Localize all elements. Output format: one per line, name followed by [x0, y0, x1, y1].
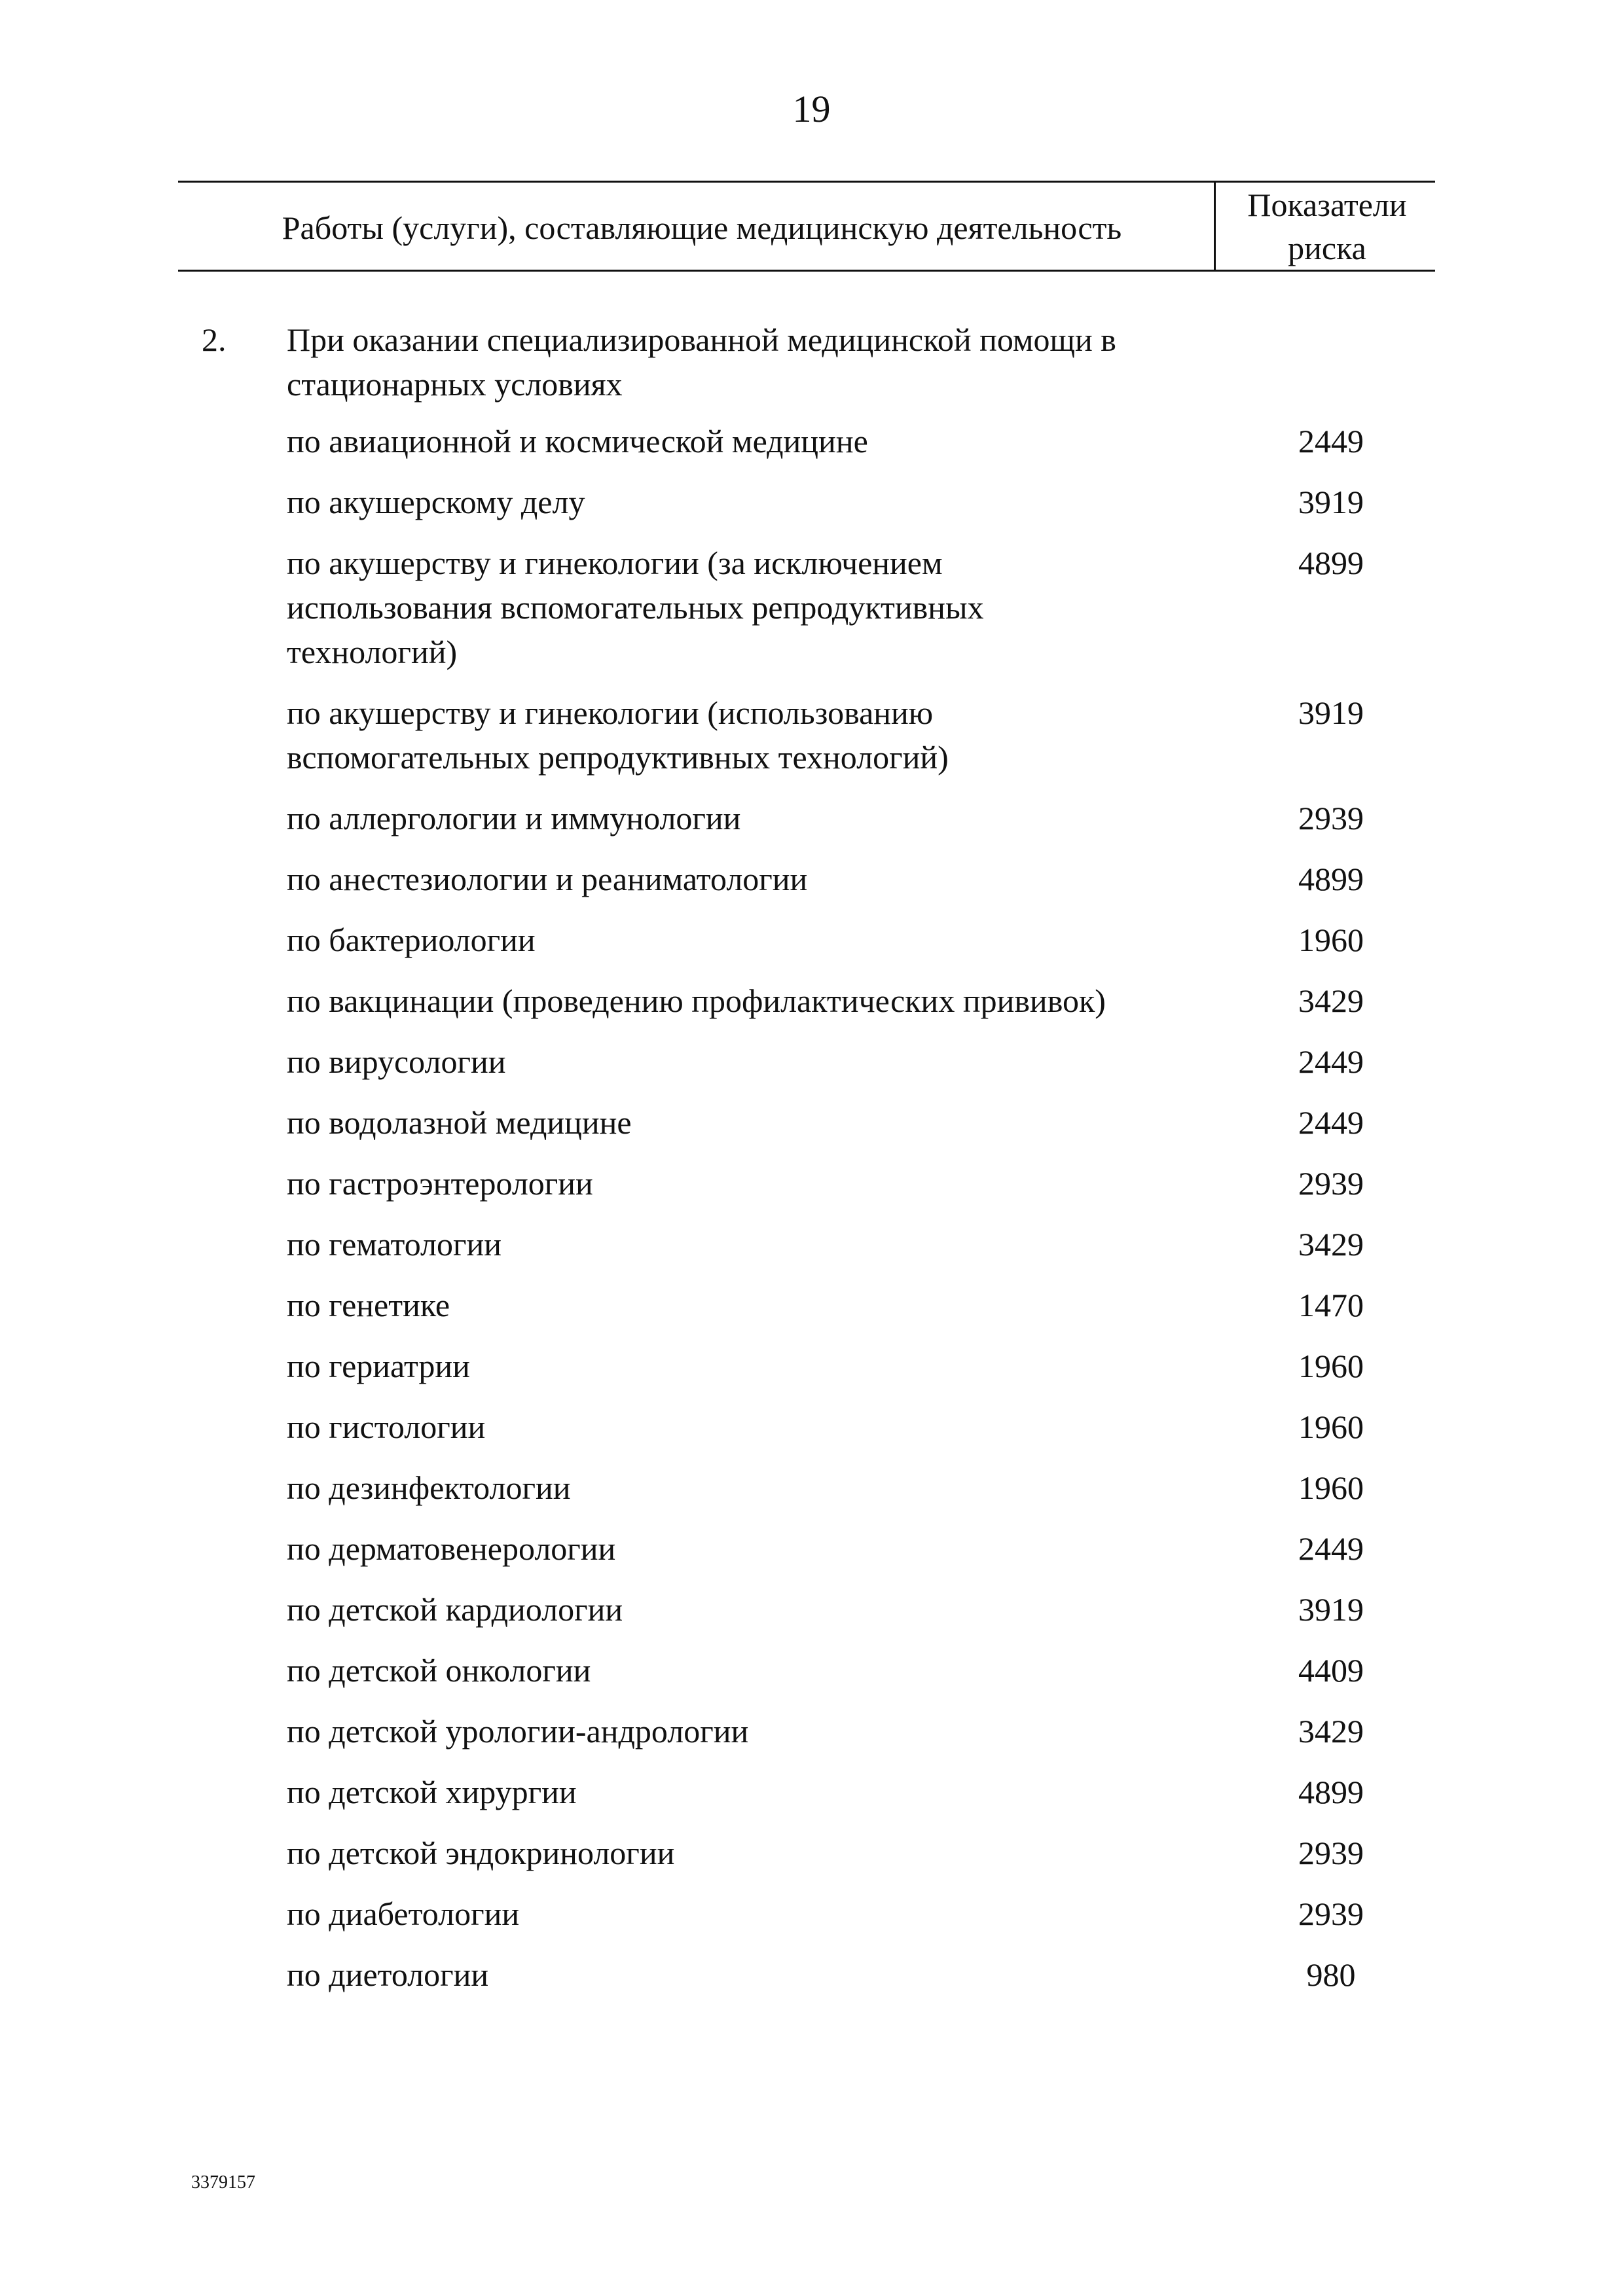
table-row — [287, 1831, 1413, 1875]
header-column-divider — [1214, 181, 1216, 272]
table-row — [287, 1283, 1413, 1327]
row-label: по водолазной медицине — [287, 1104, 632, 1141]
table-row — [287, 1222, 1413, 1266]
row-label: по бактериологии — [287, 922, 536, 958]
row-label: по детской эндокринологии — [287, 1835, 675, 1871]
table-row — [287, 1892, 1413, 1936]
section-number: 2. — [202, 321, 227, 358]
row-risk-value: 2939 — [1298, 800, 1364, 836]
row-label: по дезинфектологии — [287, 1469, 571, 1506]
risk-table-body — [287, 419, 1413, 2013]
row-label: по акушерскому делу — [287, 484, 585, 520]
row-label: по анестезиологии и реаниматологии — [287, 861, 808, 897]
row-risk-value: 1470 — [1298, 1287, 1364, 1323]
row-risk-value: 2449 — [1298, 1104, 1364, 1141]
row-risk-value: 4899 — [1298, 545, 1364, 581]
row-risk-value: 3429 — [1298, 1713, 1364, 1749]
row-risk-value: 2449 — [1298, 423, 1364, 459]
document-code: 3379157 — [191, 2172, 255, 2193]
row-label: по генетике — [287, 1287, 450, 1323]
table-row — [287, 857, 1413, 901]
page-number: 19 — [792, 88, 831, 130]
row-label: по гастроэнтерологии — [287, 1165, 593, 1202]
table-row — [287, 541, 1413, 674]
row-label: по детской кардиологии — [287, 1591, 623, 1628]
header-risk-column: Показатели риска — [1247, 187, 1407, 266]
table-row — [287, 1526, 1413, 1571]
row-label: по детской хирургии — [287, 1774, 577, 1810]
row-label: по вакцинации (проведению профилактических прививок) — [287, 982, 1106, 1019]
row-label: по детской урологии-андрологии — [287, 1713, 749, 1749]
row-risk-value: 3919 — [1298, 484, 1364, 520]
row-risk-value: 1960 — [1298, 922, 1364, 958]
row-risk-value: 3429 — [1298, 1226, 1364, 1263]
row-risk-value: 980 — [1306, 1956, 1356, 1993]
row-risk-value: 2449 — [1298, 1043, 1364, 1080]
header-works-column: Работы (услуги), составляющие медицинскую деятельность — [282, 209, 1122, 246]
row-risk-value: 2939 — [1298, 1165, 1364, 1202]
table-row — [287, 480, 1413, 524]
header-bottom-rule — [178, 270, 1435, 272]
table-row — [287, 1952, 1413, 1997]
row-label: по гериатрии — [287, 1348, 470, 1384]
table-row — [287, 918, 1413, 962]
table-header — [178, 181, 1435, 274]
row-risk-value: 3919 — [1298, 1591, 1364, 1628]
table-row — [287, 978, 1413, 1023]
table-row — [287, 1709, 1413, 1753]
table-row — [287, 1648, 1413, 1693]
row-label: по дерматовенерологии — [287, 1530, 616, 1567]
row-risk-value: 3919 — [1298, 694, 1364, 731]
table-row — [287, 419, 1413, 463]
row-risk-value: 4409 — [1298, 1652, 1364, 1689]
row-risk-value: 2449 — [1298, 1530, 1364, 1567]
row-risk-value: 1960 — [1298, 1469, 1364, 1506]
row-risk-value: 3429 — [1298, 982, 1364, 1019]
table-row — [287, 1405, 1413, 1449]
row-label: по аллергологии и иммунологии — [287, 800, 741, 836]
table-row — [287, 796, 1413, 840]
row-label: по диабетологии — [287, 1895, 520, 1932]
row-label: по диетологии — [287, 1956, 489, 1993]
row-label: по гематологии — [287, 1226, 502, 1263]
row-risk-value: 1960 — [1298, 1348, 1364, 1384]
table-row — [287, 1161, 1413, 1206]
row-label: по акушерству и гинекологии (за исключением использования вспомогательных репродуктивных технологий) — [287, 545, 984, 670]
row-label: по вирусологии — [287, 1043, 506, 1080]
table-row — [287, 1039, 1413, 1084]
table-row — [287, 1587, 1413, 1632]
row-label: по детской онкологии — [287, 1652, 591, 1689]
row-risk-value: 4899 — [1298, 1774, 1364, 1810]
header-top-rule — [178, 181, 1435, 183]
row-label: по акушерству и гинекологии (использованию вспомогательных репродуктивных технологий) — [287, 694, 949, 776]
row-risk-value: 4899 — [1298, 861, 1364, 897]
section-title: При оказании специализированной медицинской помощи в стационарных условиях — [287, 321, 1116, 403]
row-risk-value: 2939 — [1298, 1835, 1364, 1871]
table-row — [287, 1465, 1413, 1510]
table-row — [287, 1344, 1413, 1388]
row-risk-value: 2939 — [1298, 1895, 1364, 1932]
table-row — [287, 691, 1413, 780]
table-row — [287, 1770, 1413, 1814]
row-risk-value: 1960 — [1298, 1408, 1364, 1445]
row-label: по гистологии — [287, 1408, 486, 1445]
row-label: по авиационной и космической медицине — [287, 423, 868, 459]
table-row — [287, 1100, 1413, 1145]
